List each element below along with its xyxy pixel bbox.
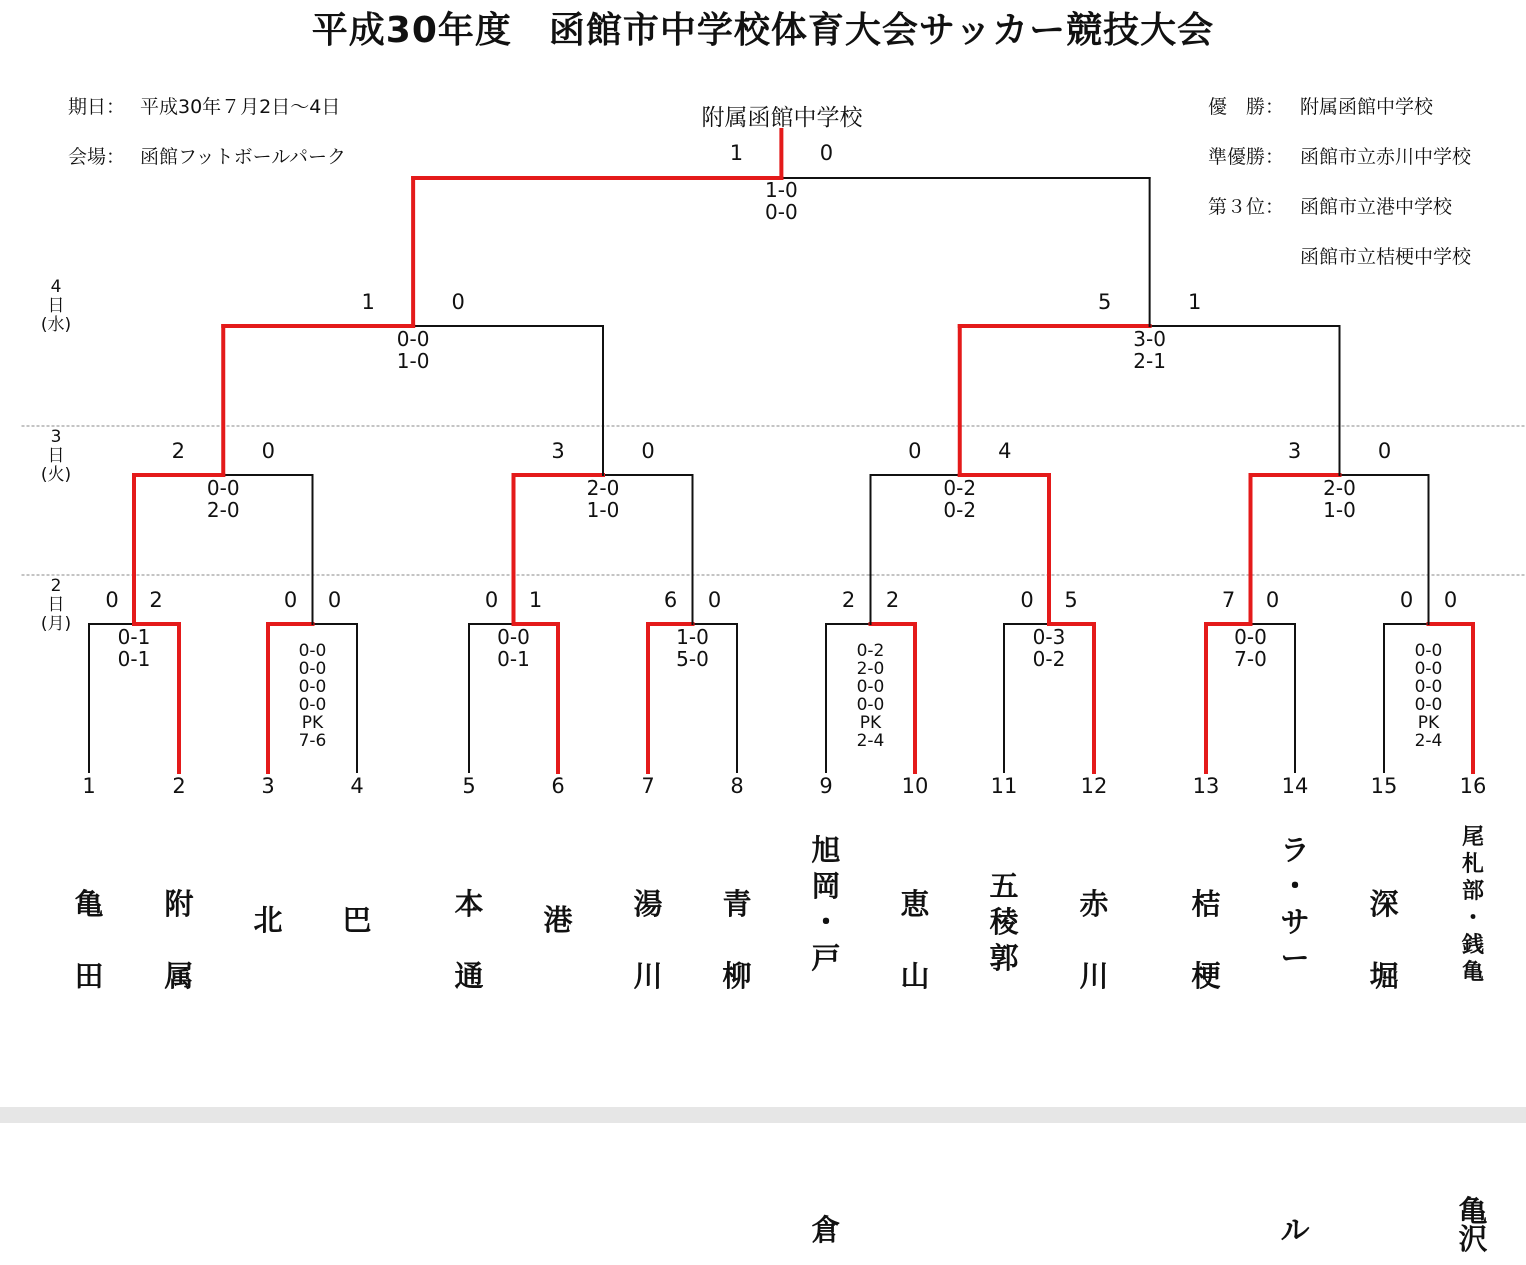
score-right: 1 (1187, 290, 1202, 314)
seed-number: 8 (730, 774, 744, 798)
team-name: ラ ・ サ ー (1280, 833, 1310, 975)
match-result: 0-1 0-1 (117, 625, 151, 671)
seed-number: 7 (641, 774, 655, 798)
team-name: 青 柳 (722, 887, 752, 993)
score-left: 1 (729, 141, 744, 165)
page-title: 平成30年度 函館市中学校体育大会サッカー競技大会 (311, 10, 1215, 51)
third-value-2: 函館市立桔梗中学校 (1300, 246, 1472, 268)
seed-number: 1 (82, 774, 96, 798)
winner-label: 優 勝： (1208, 96, 1285, 118)
champion-name: 附属函館中学校 (701, 105, 863, 131)
seed-number: 9 (819, 774, 833, 798)
match-result: 0-0 7-0 (1234, 625, 1267, 671)
team-name: 旭 岡 ・ 戸 (811, 833, 841, 975)
day-label: 3 日 (火) (40, 427, 72, 485)
score-right: 0 (641, 439, 655, 463)
score-left: 7 (1221, 588, 1236, 612)
score-right: 0 (261, 439, 275, 463)
seed-number: 6 (551, 774, 565, 798)
team-name: 亀 田 (74, 887, 104, 993)
score-right: 0 (1443, 588, 1458, 612)
team-name-continued: 沢 (1458, 1222, 1488, 1256)
match-result: 2-0 1-0 (586, 476, 620, 522)
score-left: 0 (1020, 588, 1034, 612)
match-result: 2-0 1-0 (1323, 476, 1356, 522)
match-result: 0-2 0-2 (943, 476, 977, 522)
score-right: 0 (1265, 588, 1280, 612)
score-right: 2 (885, 588, 900, 612)
seed-number: 5 (462, 774, 476, 798)
seed-number: 15 (1370, 774, 1398, 798)
match-result: 0-0 0-0 0-0 0-0 PK 7-6 (298, 641, 327, 751)
score-left: 0 (1399, 588, 1414, 612)
team-name-continued: ル (1280, 1213, 1310, 1247)
match-result: 1-0 0-0 (765, 178, 798, 224)
third-label: 第３位： (1208, 196, 1285, 218)
score-right: 5 (1064, 588, 1078, 612)
score-left: 0 (105, 588, 119, 612)
day-label: 4 日 (水) (40, 277, 72, 335)
runner-up-value: 函館市立赤川中学校 (1300, 146, 1472, 168)
score-left: 5 (1097, 290, 1112, 314)
seed-number: 2 (172, 774, 186, 798)
match-result: 1-0 5-0 (676, 625, 709, 671)
venue-label: 会場： (68, 146, 126, 168)
score-left: 0 (484, 588, 499, 612)
seed-number: 13 (1192, 774, 1220, 798)
seed-number: 3 (261, 774, 275, 798)
team-name: 桔 梗 (1191, 887, 1221, 993)
seed-number: 12 (1080, 774, 1108, 798)
team-name: 五 稜 郭 (989, 869, 1019, 975)
team-name: 附 属 (164, 887, 194, 993)
winner-value: 附属函館中学校 (1300, 96, 1434, 118)
score-left: 1 (361, 290, 375, 314)
team-name: 巴 (342, 903, 372, 937)
score-right: 2 (149, 588, 163, 612)
day-label: 2 日 (月) (40, 576, 72, 634)
team-name: 赤 川 (1079, 887, 1109, 993)
match-result: 0-0 2-0 (206, 476, 240, 522)
team-name: 深 堀 (1369, 887, 1399, 993)
match-result: 0-3 0-2 (1032, 625, 1066, 671)
third-value-1: 函館市立港中学校 (1300, 196, 1453, 218)
match-result: 0-0 0-0 0-0 0-0 PK 2-4 (1414, 641, 1443, 751)
team-name: 湯 川 (633, 887, 663, 993)
score-right: 4 (998, 439, 1012, 463)
match-result: 0-0 0-1 (497, 625, 530, 671)
date-value: 平成30年７月2日～4日 (140, 96, 341, 118)
score-left: 3 (1287, 439, 1302, 463)
team-name-continued: 倉 (811, 1213, 841, 1247)
match-result: 3-0 2-1 (1133, 327, 1166, 373)
team-name: 恵 山 (900, 887, 930, 993)
runner-up-label: 準優勝： (1208, 146, 1285, 168)
score-left: 2 (171, 439, 185, 463)
seed-number: 10 (901, 774, 929, 798)
score-right: 1 (528, 588, 543, 612)
team-name: 北 (253, 903, 283, 937)
match-result: 0-0 1-0 (396, 327, 430, 373)
date-label: 期日： (68, 96, 126, 118)
venue-value: 函館フットボールパーク (140, 146, 346, 168)
team-name-continued: 亀 (1458, 1194, 1488, 1228)
seed-number: 11 (990, 774, 1018, 798)
seed-number: 4 (350, 774, 364, 798)
team-name: 本 通 (454, 887, 484, 993)
team-name: 港 (543, 903, 573, 937)
team-name: 尾 札 部 ・ 銭 亀 (1461, 825, 1484, 985)
score-left: 0 (283, 588, 298, 612)
score-left: 2 (841, 588, 856, 612)
score-right: 0 (819, 141, 834, 165)
score-right: 0 (451, 290, 465, 314)
seed-number: 14 (1281, 774, 1309, 798)
score-right: 0 (707, 588, 722, 612)
match-result: 0-2 2-0 0-0 0-0 PK 2-4 (856, 641, 885, 751)
score-left: 6 (663, 588, 678, 612)
score-left: 0 (908, 439, 922, 463)
score-left: 3 (551, 439, 565, 463)
page-separator (0, 1107, 1526, 1123)
score-right: 0 (1377, 439, 1392, 463)
score-right: 0 (327, 588, 342, 612)
seed-number: 16 (1459, 774, 1487, 798)
